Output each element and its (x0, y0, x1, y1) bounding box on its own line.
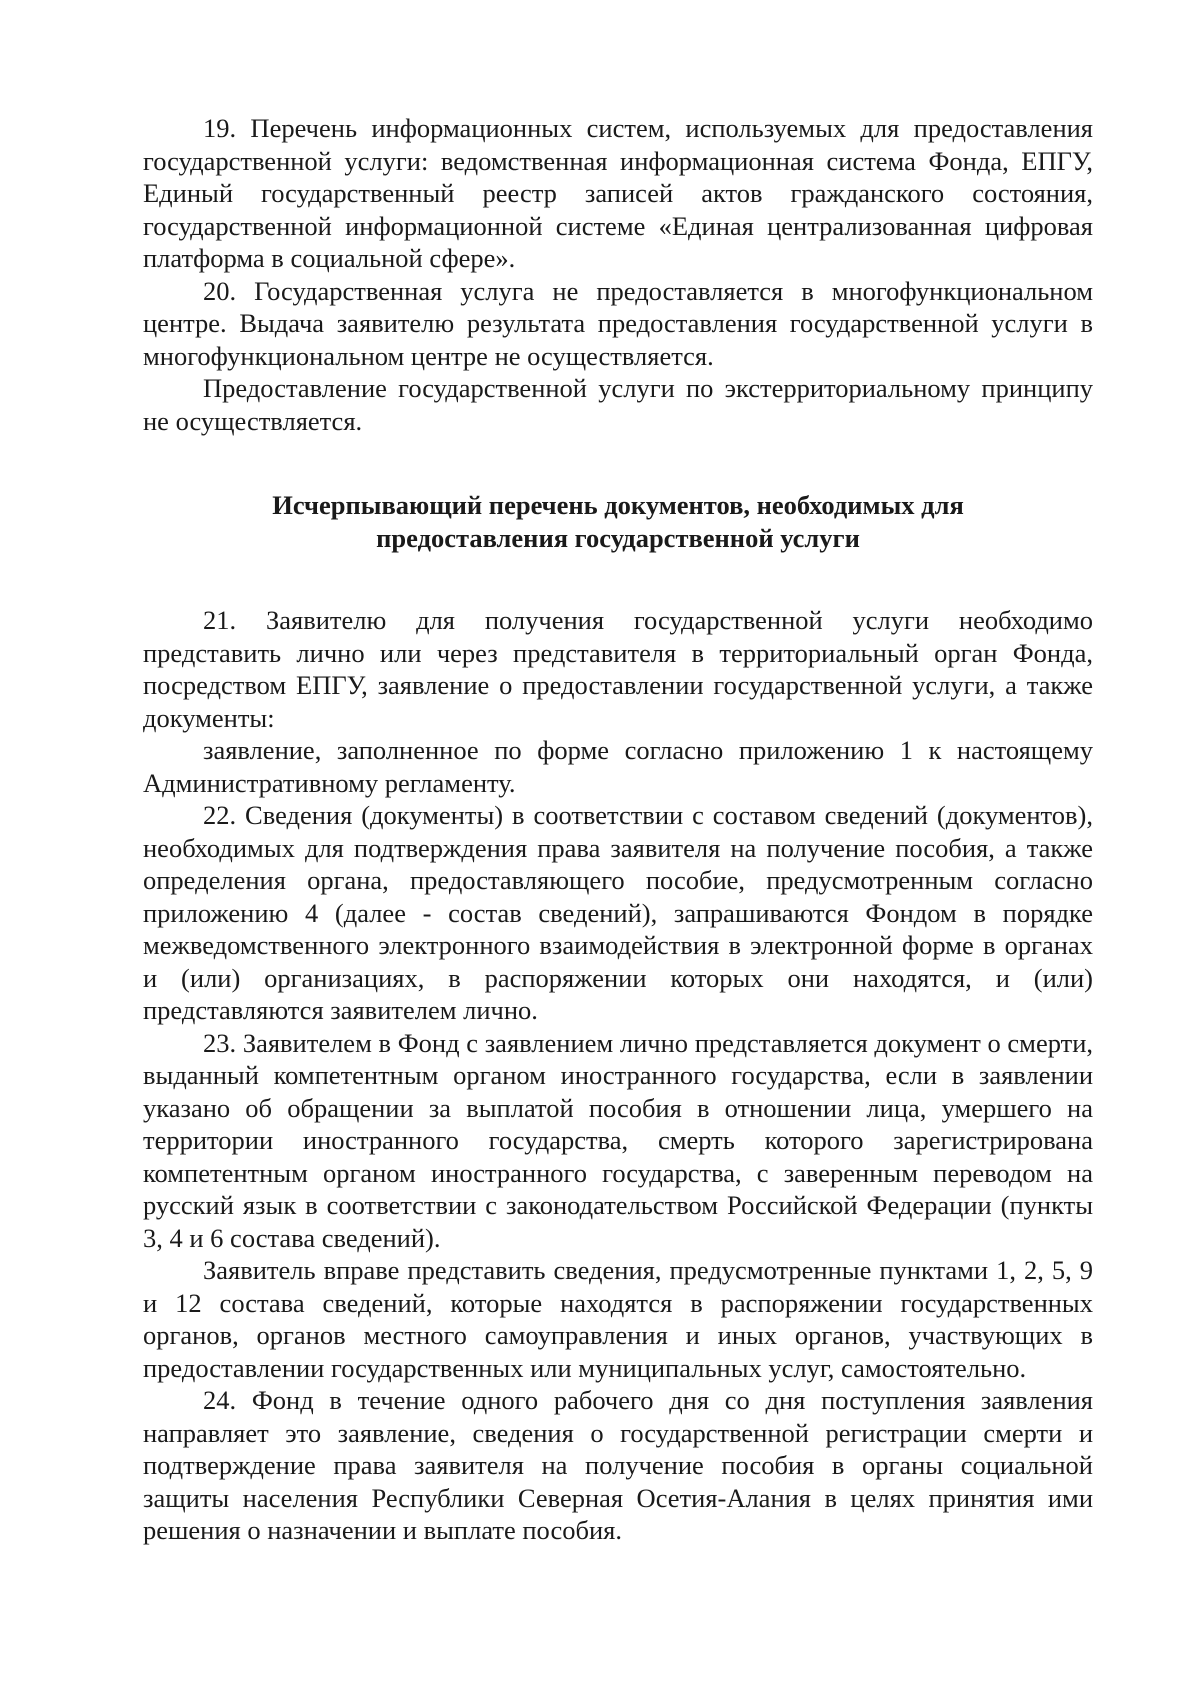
paragraph-21: 21. Заявителю для получения государственной услуги необходимо представить лично или через представителя в территориальный орган Фонда, посредством ЕПГУ, заявление о предоставлении государственной услуги, а также документы: (143, 605, 1093, 733)
paragraph-24: 24. Фонд в течение одного рабочего дня со дня поступления заявления направляет это заявление, сведения о государственной регистрации смерти и подтверждение права заявителя на получение пособия в органы социальной защиты населения Республики Северная Осетия-Алания в целях принятия ими решения о назначении и выплате пособия. (143, 1385, 1093, 1545)
document-page (143, 112, 1093, 1547)
heading-spacer (143, 554, 1093, 604)
paragraph-20: 20. Государственная услуга не предоставляется в многофункциональном центре. Выдача заявителю результата предоставления государственной услуги в многофункциональном центре не осуществляется. (143, 275, 1093, 371)
paragraph-applicant-right: Заявитель вправе представить сведения, предусмотренные пунктами 1, 2, 5, 9 и 12 состава сведений, которые находятся в распоряжении государственных органов, органов местного самоуправления и иных органов, участвующих в предоставлении государственных или муниципальных услуг, самостоятельно. (143, 1255, 1093, 1383)
paragraph-extraterritorial: Предоставление государственной услуги по экстерриториальному принципу не осуществляется. (143, 373, 1093, 436)
paragraph-19: 19. Перечень информационных систем, используемых для предоставления государственной услуги: ведомственная информационная система Фонда, ЕПГУ, Единый государственный реестр записей актов гражданского состояния, государственной информационной системе «Единая централизованная цифровая платформа в социальной сфере». (143, 113, 1093, 273)
paragraph-23: 23. Заявителем в Фонд с заявлением лично представляется документ о смерти, выданный компетентным органом иностранного государства, если в заявлении указано об обращении за выплатой пособия в отношении лица, умершего на территории иностранного государства, смерть которого зарегистрирована компетентным органом иностранного государства, с заверенным переводом на русский язык в соответствии с законодательством Российской Федерации (пункты 3, 4 и 6 состава сведений). (143, 1027, 1093, 1253)
paragraph-application-form: заявление, заполненное по форме согласно приложению 1 к настоящему Административному регламенту. (143, 735, 1093, 798)
section-heading: Исчерпывающий перечень документов, необходимых для предоставления государственной услуги (272, 490, 964, 553)
paragraph-22: 22. Сведения (документы) в соответствии с составом сведений (документов), необходимых для подтверждения права заявителя на получение пособия, а также определения органа, предоставляющего пособие, предусмотренным согласно приложению 4 (далее - состав сведений), запрашиваются Фондом в порядке межведомственного электронного взаимодействия в электронной форме в органах и (или) организациях, в распоряжении которых они находятся, и (или) представляются заявителем лично. (143, 800, 1093, 1025)
